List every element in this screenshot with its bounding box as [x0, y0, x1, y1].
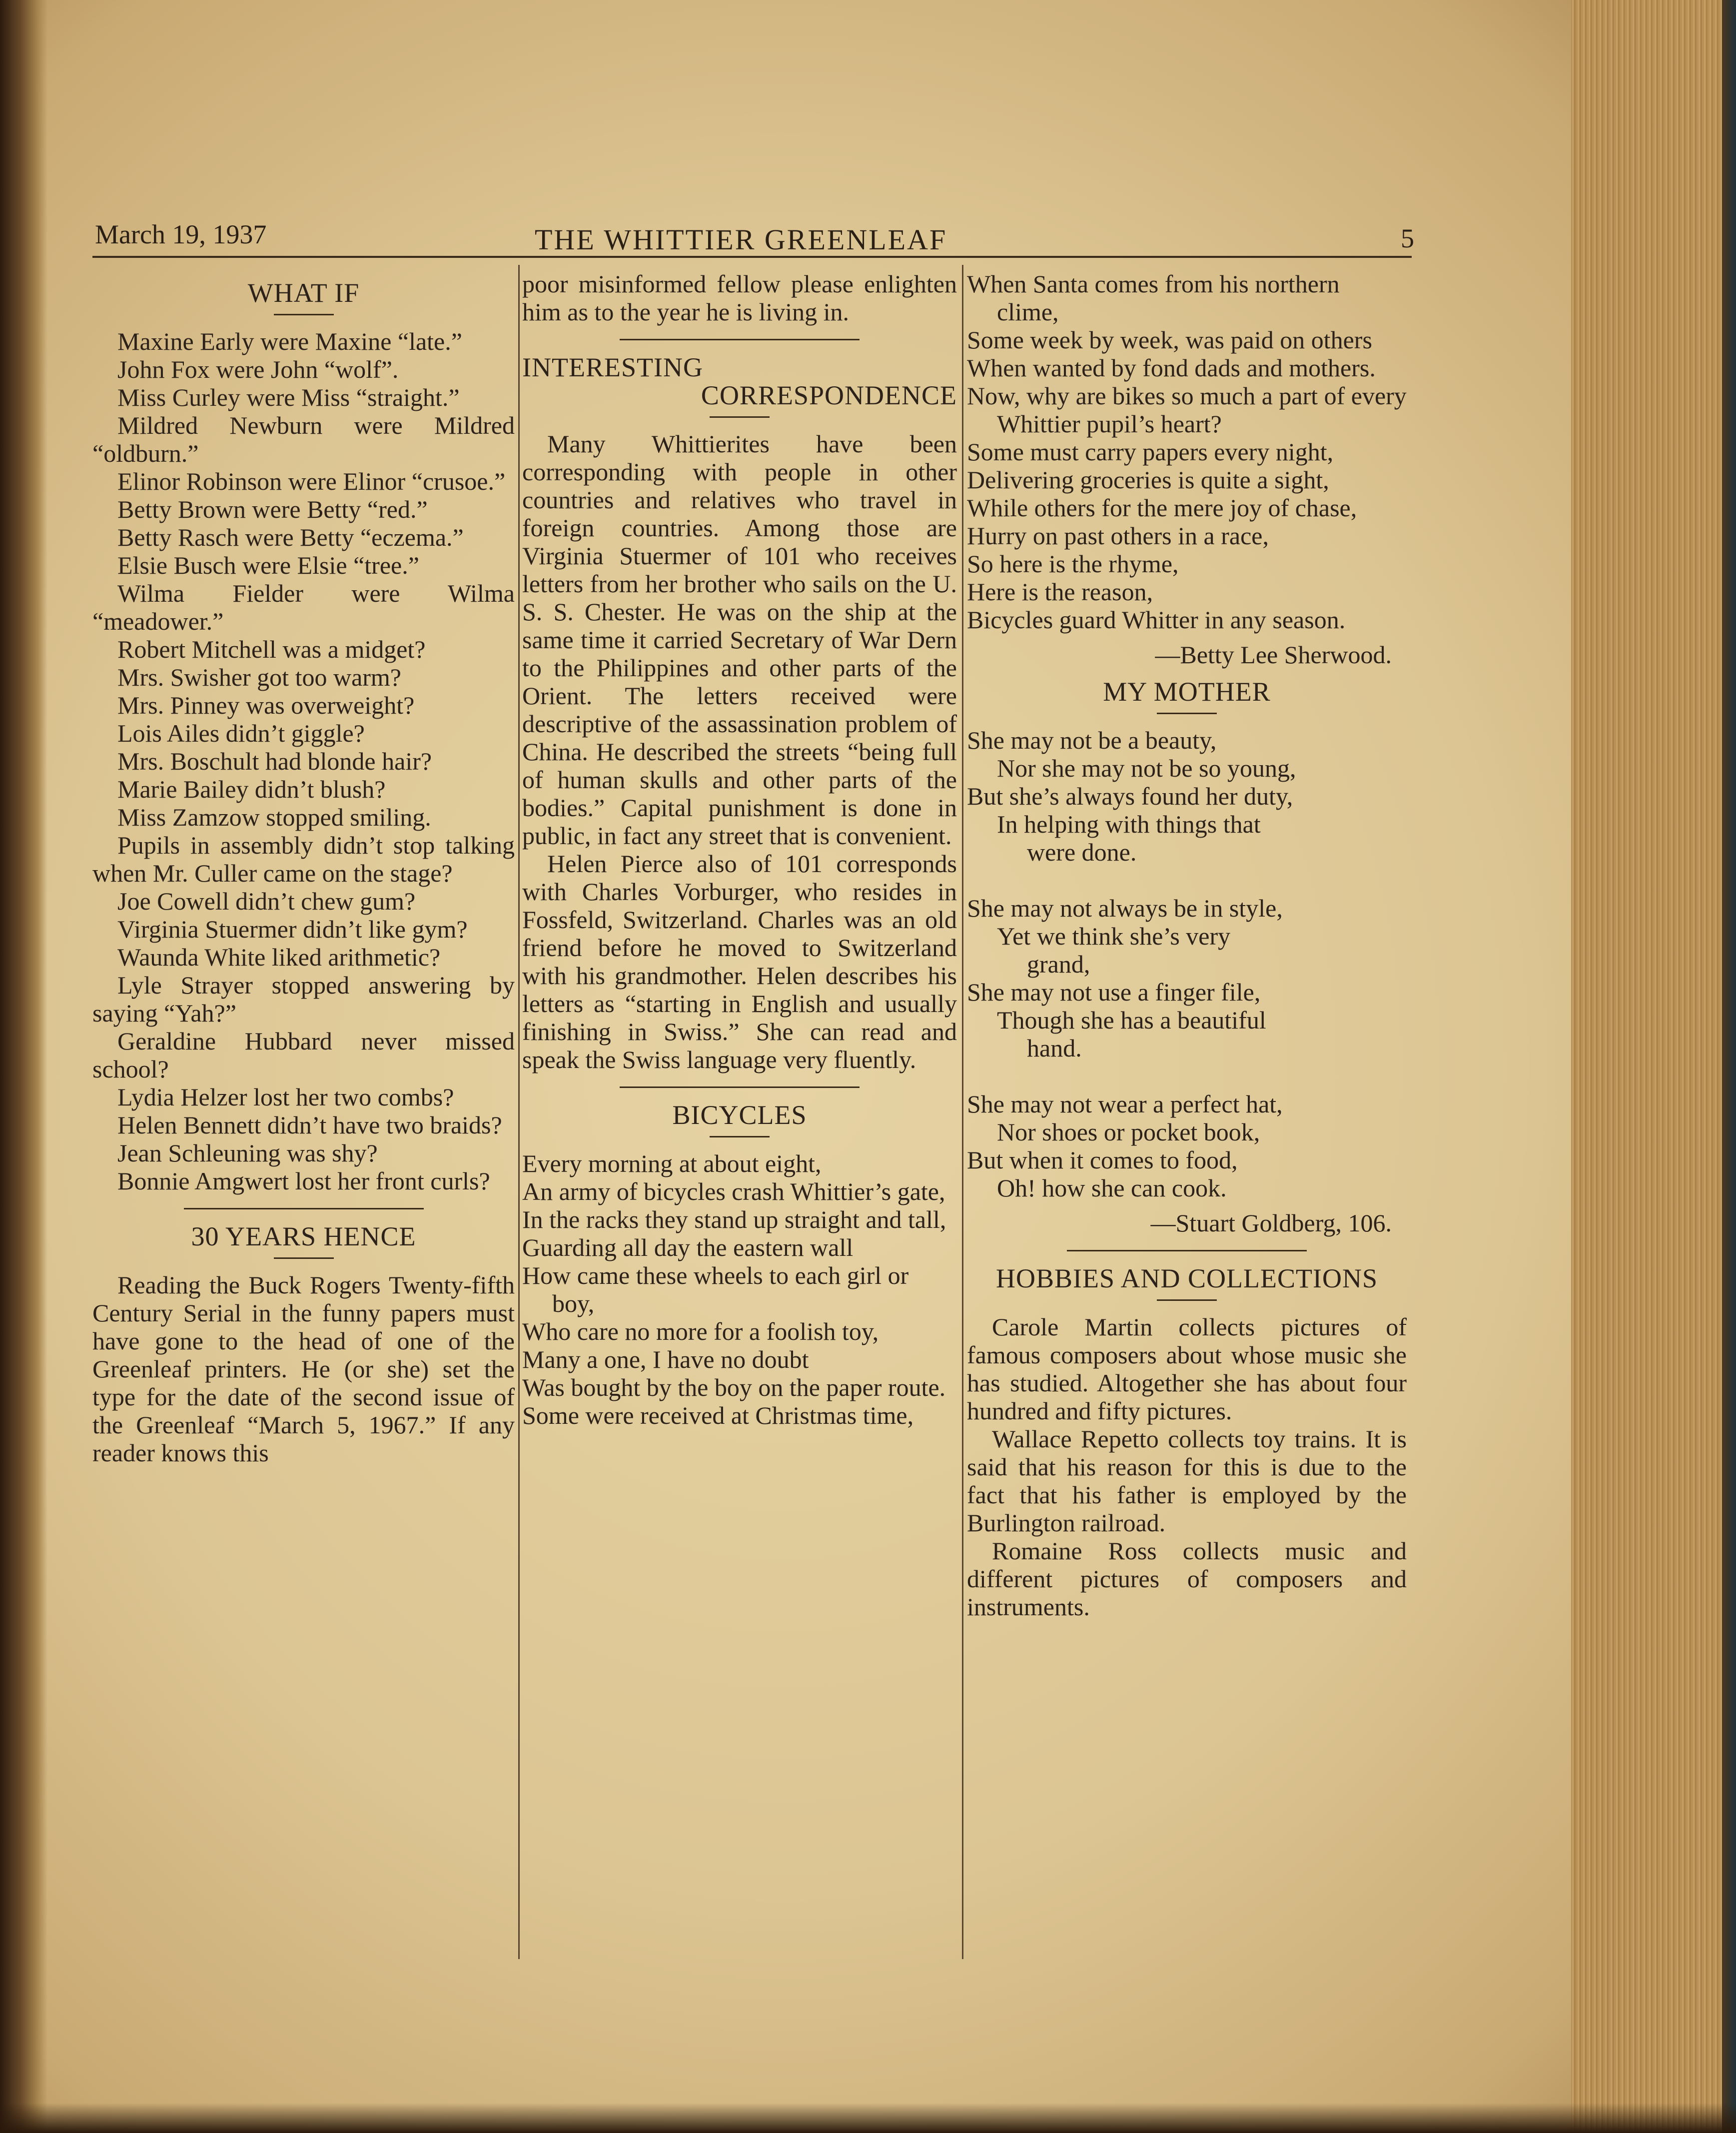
hobbies-heading: HOBBIES AND COLLECTIONS	[995, 1263, 1378, 1293]
what-if-item: Pupils in assembly didn’t stop talking when Mr. Culler came on the stage?	[92, 831, 515, 887]
what-if-item: Jean Schleuning was shy?	[117, 1139, 378, 1167]
what-if-item: Lois Ailes didn’t giggle?	[117, 719, 365, 747]
what-if-item: John Fox were John “wolf”.	[117, 355, 399, 383]
bicycles-verse-part-1	[522, 1149, 957, 1429]
thirty-years-continued: poor misinformed fellow please enlighten him as to the year he is living in.	[522, 270, 957, 326]
poem-line: She may not always be in style,	[967, 894, 1283, 922]
poem-line: Guarding all day the eastern wall	[522, 1233, 854, 1261]
bicycles-author: —Betty Lee Sherwood.	[1155, 641, 1392, 669]
poem-line: While others for the mere joy of chase,	[967, 494, 1357, 522]
poem-line: In helping with things that	[997, 810, 1261, 838]
poem-line: Delivering groceries is quite a sight,	[967, 466, 1329, 494]
poem-line: But when it comes to food,	[967, 1146, 1238, 1174]
what-if-item: Helen Bennett didn’t have two braids?	[117, 1111, 502, 1139]
what-if-item: Geraldine Hubbard never missed school?	[92, 1027, 515, 1083]
poem-line: Nor she may not be so young,	[997, 754, 1296, 782]
heading-rule	[274, 314, 334, 315]
what-if-item: Mrs. Pinney was overweight?	[117, 691, 415, 719]
what-if-list	[92, 327, 515, 1195]
hobbies-para-1: Carole Martin collects pictures of famous composers about whose music she has studied. Altogether she has about four hundred and fifty pictures.	[967, 1313, 1407, 1425]
column-rule	[518, 265, 520, 1959]
poem-line: Who care no more for a foolish toy,	[522, 1317, 879, 1345]
poem-line: When Santa comes from his northern clime,	[967, 270, 1340, 326]
poem-line: In the racks they stand up straight and tall,	[522, 1205, 946, 1233]
poem-line: Nor shoes or pocket book,	[997, 1118, 1260, 1146]
column-1	[92, 270, 515, 1467]
what-if-item: Maxine Early were Maxine “late.”	[117, 327, 462, 355]
what-if-item: Waunda White liked arithmetic?	[117, 943, 441, 971]
what-if-item: Robert Mitchell was a midget?	[117, 635, 426, 663]
heading-rule	[1157, 1299, 1217, 1301]
column-3	[967, 270, 1407, 1621]
correspondence-heading-2: CORRESPONDENCE	[701, 380, 957, 410]
poem-line: Some must carry papers every night,	[967, 438, 1334, 466]
what-if-item: Wilma Fielder were Wilma “meadower.”	[92, 579, 515, 635]
what-if-item: Mrs. Swisher got too warm?	[117, 663, 401, 691]
binding-gutter	[0, 0, 47, 2133]
hobbies-para-2: Wallace Repetto collects toy trains. It is said that his reason for this is due to the fact that his father is employed by the Burlington railroad.	[967, 1425, 1407, 1537]
bicycles-verse-part-2	[967, 270, 1407, 634]
poem-line: grand,	[1027, 950, 1090, 978]
what-if-item: Mrs. Boschult had blonde hair?	[117, 747, 432, 775]
heading-rule	[1157, 713, 1217, 714]
poem-line: An army of bicycles crash Whittier’s gate,	[522, 1177, 945, 1205]
column-rule	[962, 265, 963, 1959]
hobbies-para-3: Romaine Ross collects music and different pictures of composers and instruments.	[967, 1537, 1407, 1621]
what-if-item: Bonnie Amgwert lost her front curls?	[117, 1167, 490, 1195]
my-mother-author: —Stuart Goldberg, 106.	[1150, 1209, 1392, 1237]
what-if-item: Elsie Busch were Elsie “tree.”	[117, 551, 419, 579]
what-if-item: Miss Zamzow stopped smiling.	[117, 803, 431, 831]
poem-line: So here is the rhyme,	[967, 550, 1179, 578]
poem-line: She may not use a finger file,	[967, 978, 1261, 1006]
poem-line: Though she has a beautiful	[997, 1006, 1266, 1034]
poem-line: Here is the reason,	[967, 578, 1153, 606]
what-if-item: Betty Brown were Betty “red.”	[117, 495, 428, 523]
article-separator	[184, 1208, 424, 1209]
correspondence-para-2: Helen Pierce also of 101 corresponds with Charles Vorburger, who resides in Fossfeld, Switzerland. Charles was an old friend before he moved to Switzerland with his grandmother. Helen describes his letters as “starting in English and usually finishing in Swiss.” She can read and speak the Swiss language very fluently.	[522, 850, 957, 1073]
poem-line: Many a one, I have no doubt	[522, 1345, 809, 1373]
what-if-item: Lydia Helzer lost her two combs?	[117, 1083, 454, 1111]
poem-line: Every morning at about eight,	[522, 1149, 822, 1177]
what-if-item: Miss Curley were Miss “straight.”	[117, 383, 460, 411]
poem-line: Bicycles guard Whitter in any season.	[967, 606, 1346, 634]
poem-line: Yet we think she’s very	[997, 922, 1231, 950]
thirty-years-heading: 30 YEARS HENCE	[191, 1221, 416, 1251]
article-separator	[620, 1086, 860, 1088]
poem-line: hand.	[1027, 1034, 1082, 1062]
heading-rule	[710, 1136, 770, 1137]
poem-line: Oh! how she can cook.	[997, 1174, 1227, 1202]
poem-line: She may not be a beauty,	[967, 726, 1217, 754]
what-if-item: Joe Cowell didn’t chew gum?	[117, 887, 416, 915]
page-number: 5	[1401, 223, 1414, 253]
bottom-shadow	[0, 2103, 1736, 2133]
article-separator	[1067, 1250, 1307, 1251]
issue-date: March 19, 1937	[95, 219, 267, 249]
poem-line: When wanted by fond dads and mothers.	[967, 354, 1376, 382]
column-2	[522, 270, 957, 1429]
correspondence-heading-1: INTERESTING	[522, 352, 703, 382]
what-if-heading: WHAT IF	[247, 278, 360, 308]
what-if-item: Lyle Strayer stopped answering by saying “Yah?”	[92, 971, 515, 1027]
what-if-item: Virginia Stuermer didn’t like gym?	[117, 915, 468, 943]
correspondence-para-1: Many Whittierites have been corresponding with people in other countries and relatives who travel in foreign countries. Among those are Virginia Stuermer of 101 who receives letters from her brother who sails on the U. S. S. Chester. He was on the ship at the same time it carried Secretary of War Dern to the Philippines and other parts of the Orient. The letters received were descriptive of the assassination problem of China. He described the streets “being full of human skulls and other parts of the bodies.” Capital punishment is done in public, in fact any street that is convenient.	[522, 430, 957, 850]
bicycles-heading: BICYCLES	[672, 1100, 807, 1130]
poem-line: were done.	[1027, 838, 1137, 866]
poem-line: She may not wear a perfect hat,	[967, 1090, 1283, 1118]
poem-line: Now, why are bikes so much a part of every Whittier pupil’s heart?	[967, 382, 1407, 438]
my-mother-heading: MY MOTHER	[1103, 677, 1271, 707]
poem-line: Hurry on past others in a race,	[967, 522, 1269, 550]
what-if-item: Mildred Newburn were Mildred “oldburn.”	[92, 411, 515, 467]
my-mother-poem	[967, 726, 1407, 1202]
newspaper-title: THE WHITTIER GREENLEAF	[535, 223, 947, 256]
poem-line: Was bought by the boy on the paper route.	[522, 1373, 946, 1401]
what-if-item: Betty Rasch were Betty “eczema.”	[117, 523, 464, 551]
poem-line: How came these wheels to each girl or boy,	[522, 1261, 909, 1317]
page-edges	[1571, 0, 1736, 2133]
thirty-years-body: Reading the Buck Rogers Twenty-fifth Century Serial in the funny papers must have gone to the head of one of the Greenleaf printers. He (or she) set the type for the date of the second issue of the Greenleaf “March 5, 1967.” If any reader knows this	[92, 1271, 515, 1467]
heading-rule	[274, 1257, 334, 1259]
poem-line: Some were received at Christmas time,	[522, 1401, 914, 1429]
page-header	[95, 219, 1414, 254]
poem-line: But she’s always found her duty,	[967, 782, 1293, 810]
what-if-item: Marie Bailey didn’t blush?	[117, 775, 386, 803]
article-separator	[620, 339, 860, 340]
what-if-item: Elinor Robinson were Elinor “crusoe.”	[117, 467, 506, 495]
poem-line: Some week by week, was paid on others	[967, 326, 1372, 354]
heading-rule	[710, 416, 770, 418]
header-rule	[92, 256, 1412, 258]
